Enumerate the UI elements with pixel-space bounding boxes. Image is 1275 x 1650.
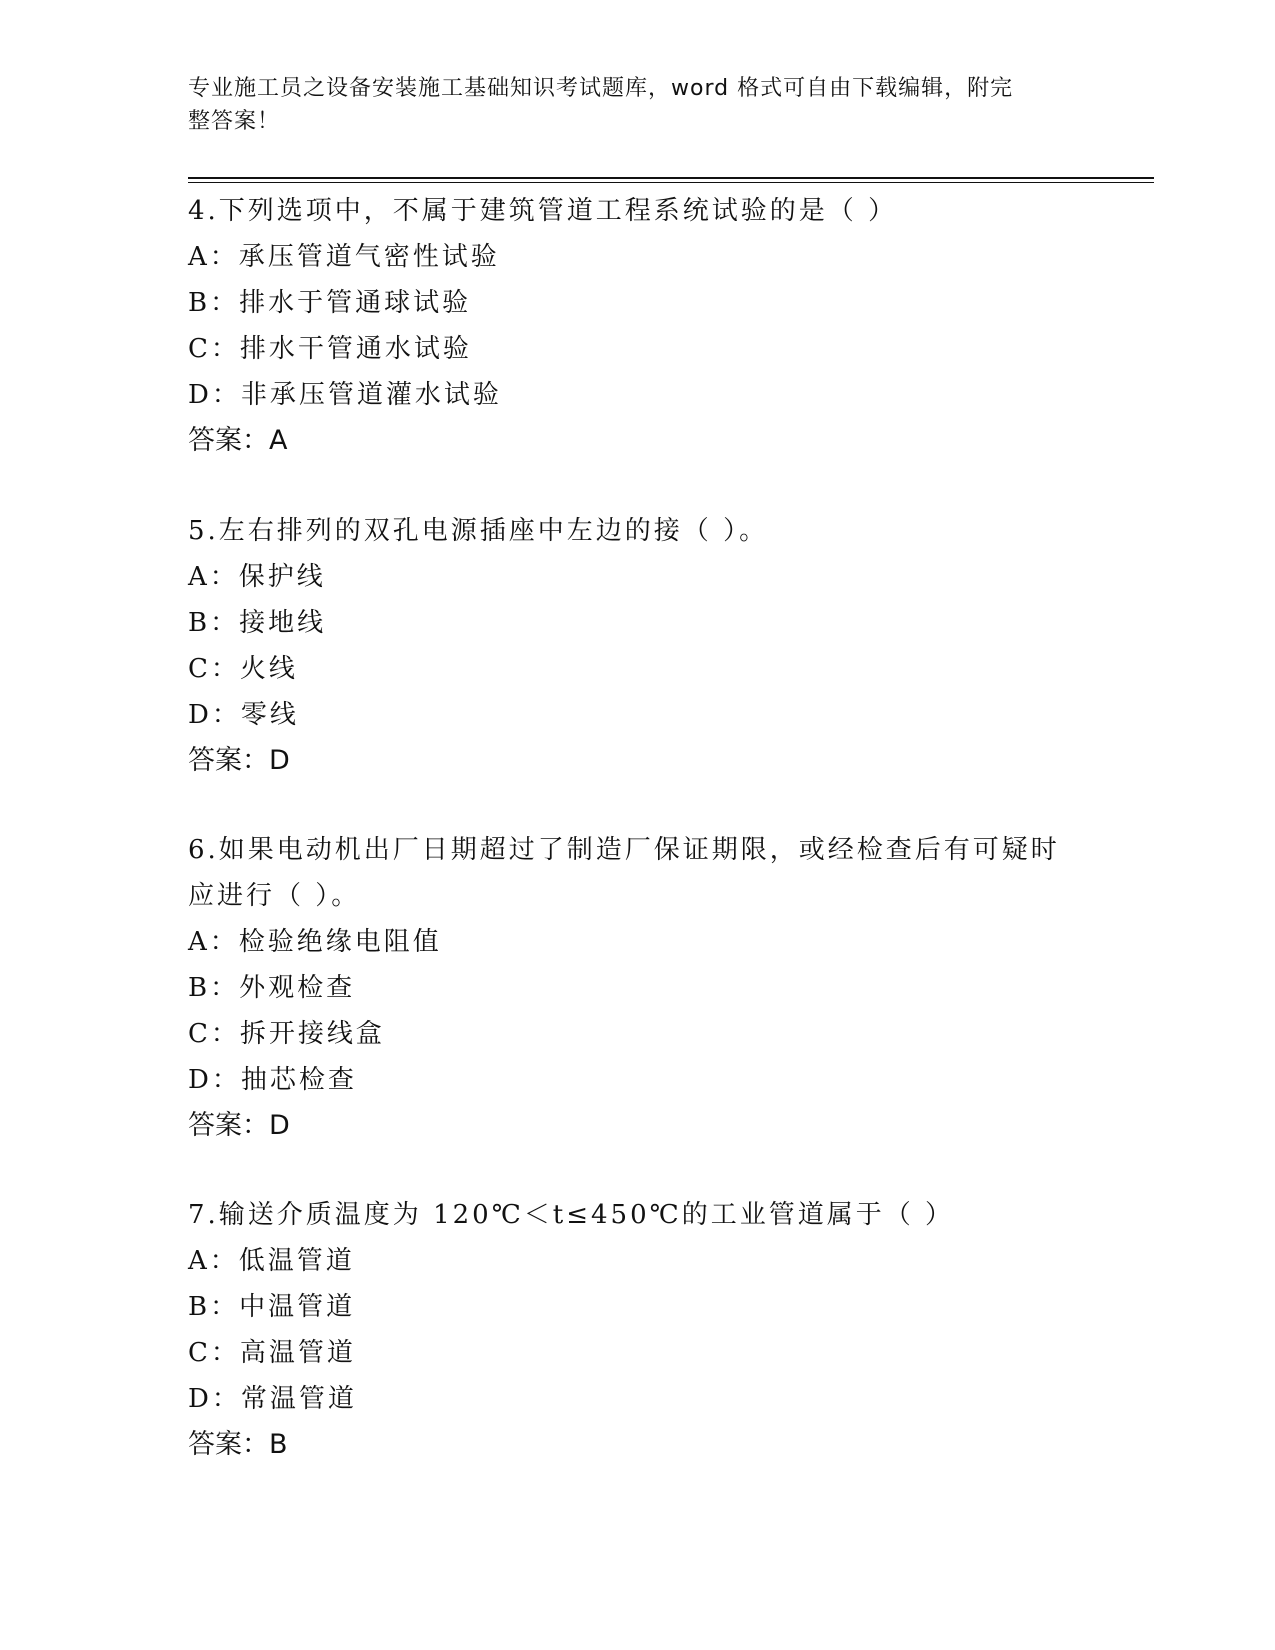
option-b: B：接地线: [188, 608, 327, 638]
option-a: A：检验绝缘电阻值: [188, 927, 442, 957]
question-stem: 7.输送介质温度为 120℃＜t≤450℃的工业管道属于（ ）: [188, 1200, 954, 1230]
question-6: [188, 827, 1088, 1149]
question-stem-line-2: 应进行（ ）。: [188, 881, 361, 911]
option-c: C：拆开接线盒: [188, 1019, 385, 1049]
option-a: A：低温管道: [188, 1246, 355, 1276]
question-stem-line-1: 6.如果电动机出厂日期超过了制造厂保证期限，或经检查后有可疑时: [188, 835, 1060, 865]
option-d: D：零线: [188, 700, 299, 730]
question-stem: 4.下列选项中，不属于建筑管道工程系统试验的是（ ）: [188, 196, 898, 226]
option-c: C：火线: [188, 654, 298, 684]
intro-line-2: 整答案！: [188, 109, 281, 134]
option-b: B：外观检查: [188, 973, 356, 1003]
option-d: D：常温管道: [188, 1384, 357, 1414]
header-divider-thick: [188, 177, 1154, 179]
question-4: [188, 188, 1088, 464]
question-5: [188, 508, 1088, 784]
option-a: A：保护线: [188, 562, 326, 592]
answer-line: 答案：D: [188, 1110, 290, 1141]
option-b: B：中温管道: [188, 1292, 356, 1322]
document-intro: [188, 72, 1088, 138]
answer-line: 答案：D: [188, 745, 290, 776]
answer-line: 答案：A: [188, 425, 288, 456]
option-d: D：抽芯检查: [188, 1065, 357, 1095]
option-a: A：承压管道气密性试验: [188, 242, 500, 272]
intro-line-1: 专业施工员之设备安装施工基础知识考试题库，word 格式可自由下载编辑，附完: [188, 76, 1014, 101]
answer-line: 答案：B: [188, 1429, 288, 1460]
question-stem: 5.左右排列的双孔电源插座中左边的接（ ）。: [188, 516, 769, 546]
option-b: B：排水于管通球试验: [188, 288, 472, 318]
option-c: C：高温管道: [188, 1338, 356, 1368]
option-c: C：排水干管通水试验: [188, 334, 472, 364]
option-d: D：非承压管道灌水试验: [188, 380, 502, 410]
header-divider-thin: [188, 182, 1154, 183]
question-7: [188, 1192, 1088, 1468]
